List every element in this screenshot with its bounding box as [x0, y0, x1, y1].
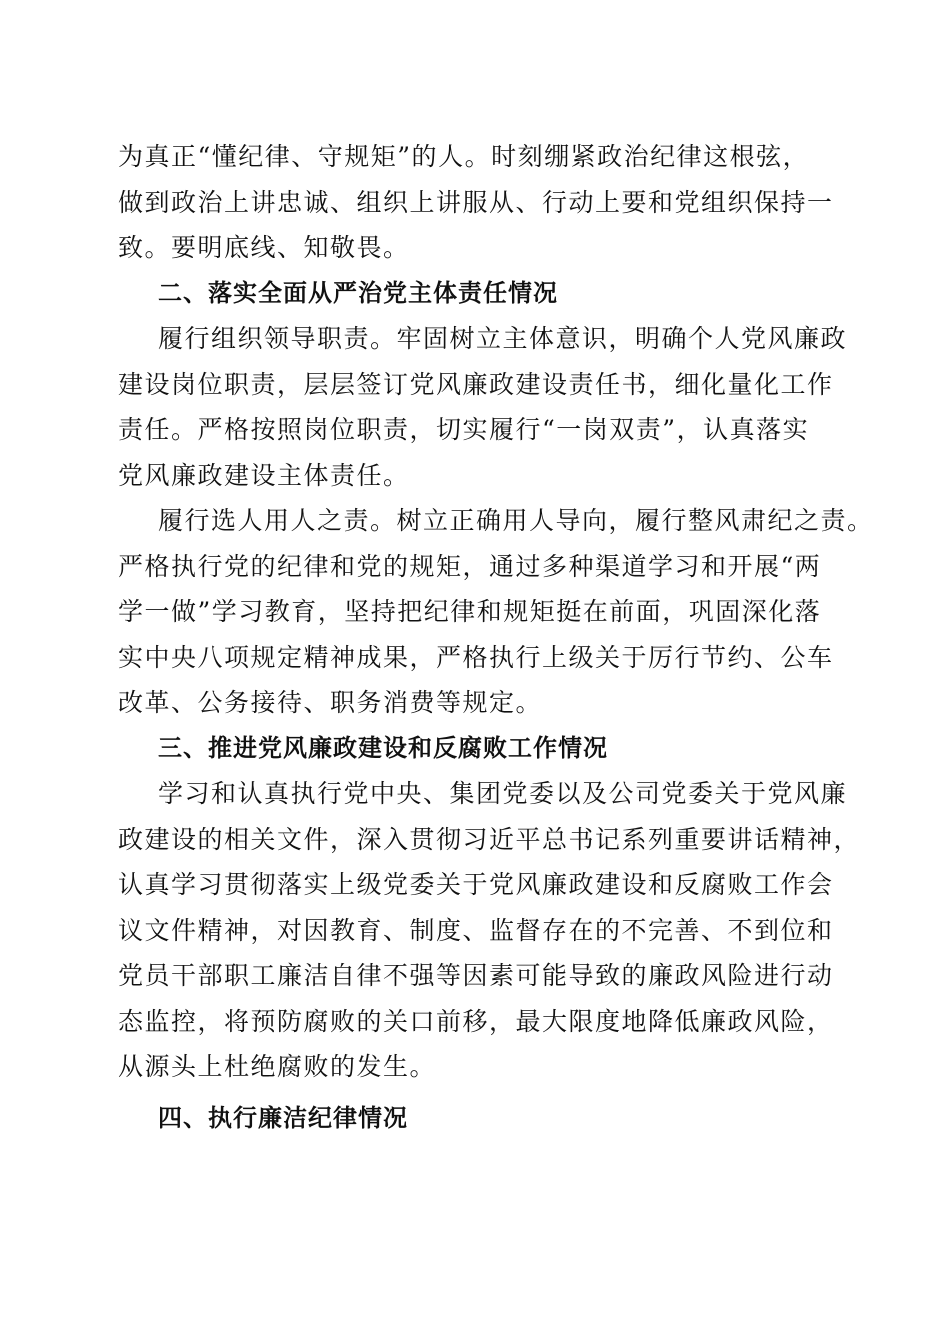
text-line: 履行组织领导职责。牢固树立主体意识，明确个人党风廉政	[158, 324, 848, 353]
text-line: 致。要明底线、知敬畏。	[118, 233, 410, 262]
text-line: 学习和认真执行党中央、集团党委以及公司党委关于党风廉	[158, 779, 848, 808]
paragraph-leadership-duties	[118, 316, 848, 498]
text-line: 责任。严格按照岗位职责，切实履行“一岗双责”，认真落实	[118, 415, 810, 444]
text-line: 改革、公务接待、职务消费等规定。	[118, 688, 543, 717]
text-line: 党员干部职工廉洁自律不强等因素可能导致的廉政风险进行动	[118, 961, 834, 990]
text-line: 政建设的相关文件，深入贯彻习近平总书记系列重要讲话精神，	[118, 824, 861, 854]
text-line: 为真正“懂纪律、守规矩”的人。时刻绷紧政治纪律这根弦，	[118, 142, 810, 171]
heading-text: 三、推进党风廉政建设和反腐败工作情况	[158, 733, 608, 762]
text-line: 建设岗位职责，层层签订党风廉政建设责任书，细化量化工作	[118, 369, 834, 399]
section-heading-2	[118, 271, 840, 317]
heading-text: 二、落实全面从严治党主体责任情况	[158, 278, 558, 307]
text-line: 态监控，将预防腐败的关口前移，最大限度地降低廉政风险，	[118, 1006, 834, 1036]
text-line: 党风廉政建设主体责任。	[118, 460, 410, 490]
text-line: 严格执行党的纪律和党的规矩，通过多种渠道学习和开展“两	[118, 551, 822, 581]
text-line: 议文件精神，对因教育、制度、监督存在的不完善、不到位和	[118, 915, 834, 945]
section-heading-4	[118, 1096, 840, 1142]
paragraph-continuation	[118, 134, 840, 271]
text-line: 认真学习贯彻落实上级党委关于党风廉政建设和反腐败工作会	[118, 870, 834, 899]
text-line: 学一做”学习教育，坚持把纪律和规矩挺在前面，巩固深化落	[118, 597, 822, 626]
text-line: 从源头上杜绝腐败的发生。	[118, 1052, 437, 1081]
paragraph-anti-corruption	[118, 771, 861, 1090]
section-heading-3	[118, 726, 840, 772]
paragraph-personnel-selection	[118, 498, 874, 726]
document-body	[118, 134, 874, 1141]
heading-text: 四、执行廉洁纪律情况	[158, 1103, 408, 1132]
text-line: 做到政治上讲忠诚、组织上讲服从、行动上要和党组织保持一	[118, 187, 834, 217]
text-line: 履行选人用人之责。树立正确用人导向，履行整风肃纪之责。	[158, 506, 874, 535]
text-line: 实中央八项规定精神成果，严格执行上级关于厉行节约、公车	[118, 642, 834, 672]
